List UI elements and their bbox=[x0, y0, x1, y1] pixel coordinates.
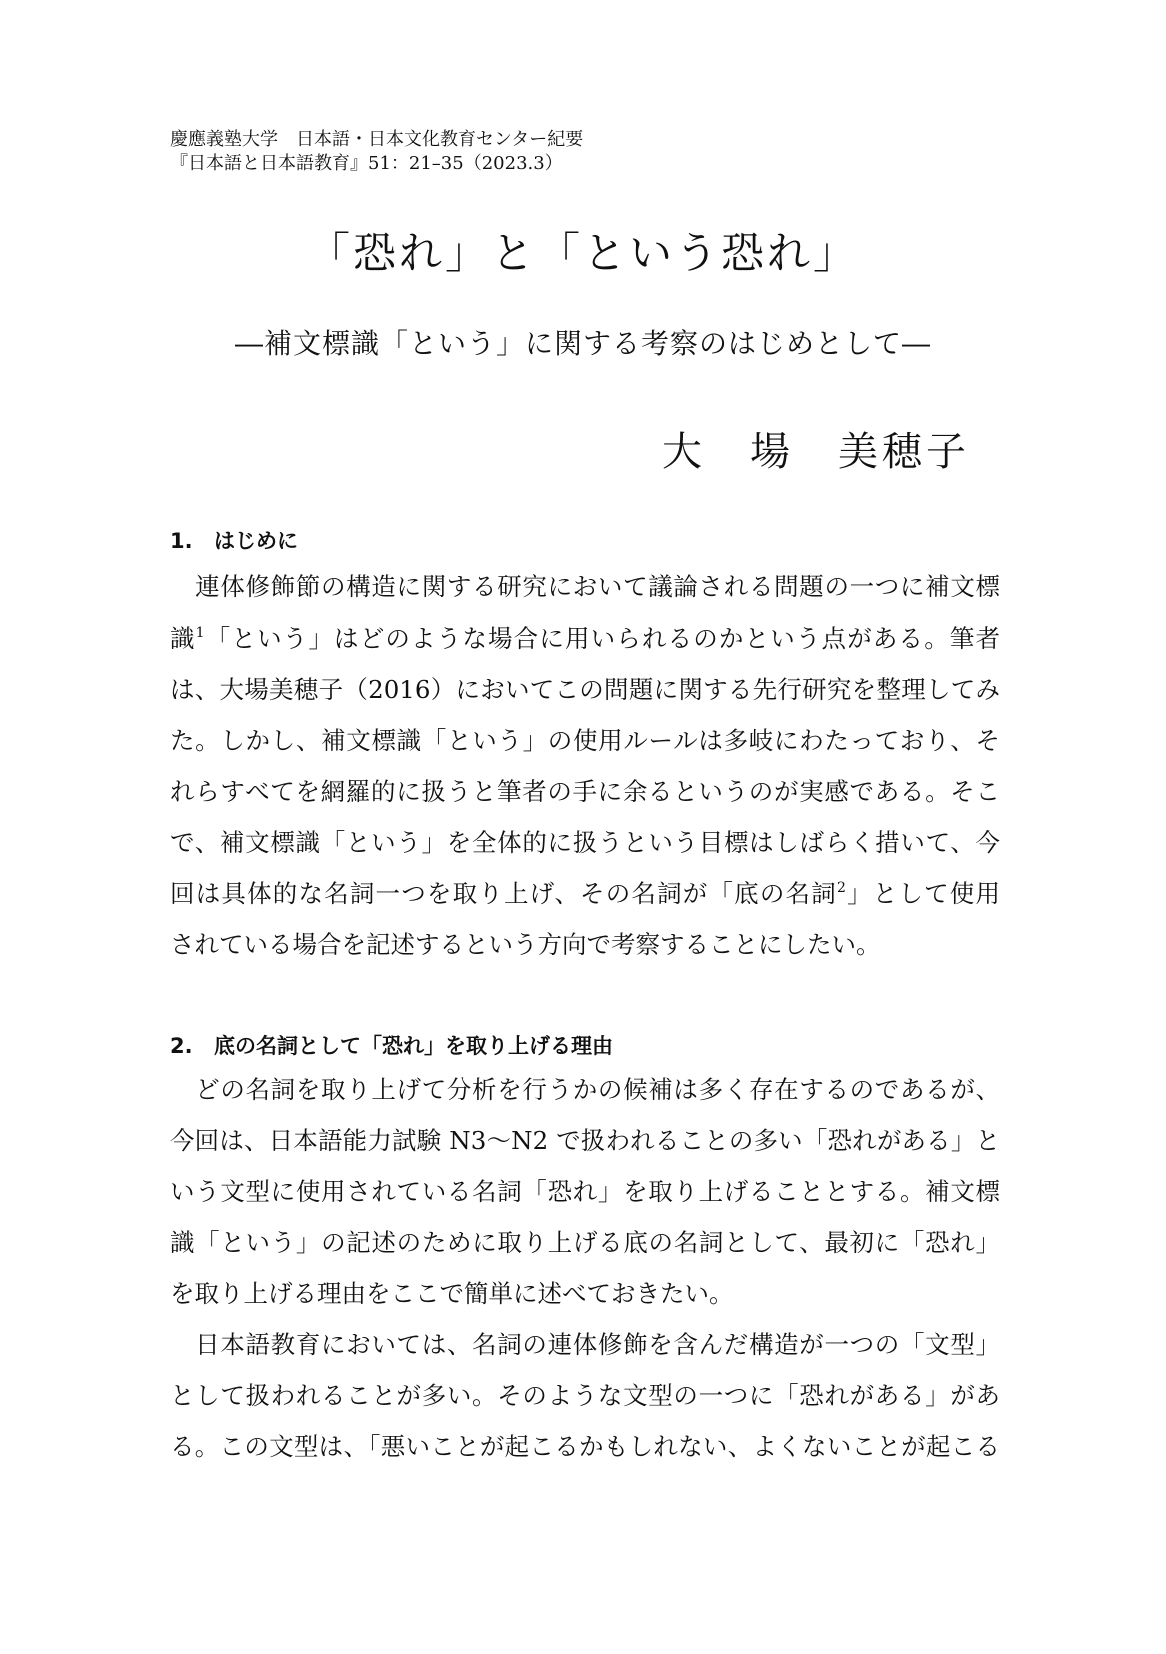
body-line: で、補文標識「という」を全体的に扱うという目標はしばらく措いて、今 bbox=[170, 828, 1000, 857]
body-line: どの名詞を取り上げて分析を行うかの候補は多く存在するのであるが、 bbox=[170, 1075, 1000, 1104]
body-line: いう文型に使用されている名詞「恐れ」を取り上げることとする。補文標 bbox=[170, 1177, 1000, 1206]
body-line: 連体修飾節の構造に関する研究において議論される問題の一つに補文標 bbox=[170, 572, 1000, 601]
section-title: 底の名詞として「恐れ」を取り上げる理由 bbox=[214, 1034, 613, 1058]
section-title: はじめに bbox=[214, 529, 298, 553]
author-name bbox=[662, 420, 970, 477]
body-line: されている場合を記述するという方向で考察することにしたい。 bbox=[170, 930, 881, 959]
journal-name: 慶應義塾大学 日本語・日本文化教育センター紀要 bbox=[170, 129, 584, 150]
body-line: た。しかし、補文標識「という」の使用ルールは多岐にわたっており、そ bbox=[170, 726, 1000, 755]
footnote-ref-2[interactable]: 2 bbox=[836, 880, 846, 896]
journal-header bbox=[170, 128, 583, 176]
footnote-ref-1[interactable]: 1 bbox=[195, 625, 205, 641]
body-line bbox=[170, 875, 1000, 910]
body-line: 日本語教育においては、名詞の連体修飾を含んだ構造が一つの「文型」 bbox=[170, 1330, 1000, 1359]
body-line: る。この文型は、「悪いことが起こるかもしれない、よくないことが起こる bbox=[170, 1432, 1000, 1461]
paper-title: 「恐れ」と「という恐れ」 bbox=[307, 229, 859, 279]
section-heading-2 bbox=[170, 1030, 613, 1060]
line-text: 」として使用 bbox=[845, 879, 1000, 908]
author-family-name: 大 場 bbox=[662, 429, 794, 475]
body-line: れらすべてを網羅的に扱うと筆者の手に余るというのが実感である。そこ bbox=[170, 777, 1000, 806]
body-line: 識「という」の記述のために取り上げる底の名詞として、最初に「恐れ」 bbox=[170, 1228, 1000, 1257]
section-number: 1. bbox=[170, 529, 193, 553]
author-given-name: 美穂子 bbox=[838, 429, 970, 475]
body-line bbox=[170, 620, 1000, 655]
body-line: として扱われることが多い。そのような文型の一つに「恐れがある」があ bbox=[170, 1381, 1000, 1410]
line-text: 「という」はどのような場合に用いられるのかという点がある。筆者 bbox=[204, 624, 1001, 653]
line-text: 識 bbox=[170, 624, 196, 653]
line-text: 回は具体的な名詞一つを取り上げ、その名詞が「底の名詞 bbox=[170, 879, 837, 908]
section-number: 2. bbox=[170, 1034, 193, 1058]
body-line: を取り上げる理由をここで簡単に述べておきたい。 bbox=[170, 1279, 734, 1308]
body-line: 今回は、日本語能力試験 N3～N2 で扱われることの多い「恐れがある」と bbox=[170, 1126, 1000, 1155]
journal-citation: 『日本語と日本語教育』51：21–35（2023.3） bbox=[170, 153, 563, 174]
section-heading-1 bbox=[170, 525, 298, 555]
body-line: は、大場美穂子（2016）においてこの問題に関する先行研究を整理してみ bbox=[170, 675, 1000, 704]
paper-subtitle: ―補文標識「という」に関する考察のはじめとして― bbox=[234, 327, 931, 360]
